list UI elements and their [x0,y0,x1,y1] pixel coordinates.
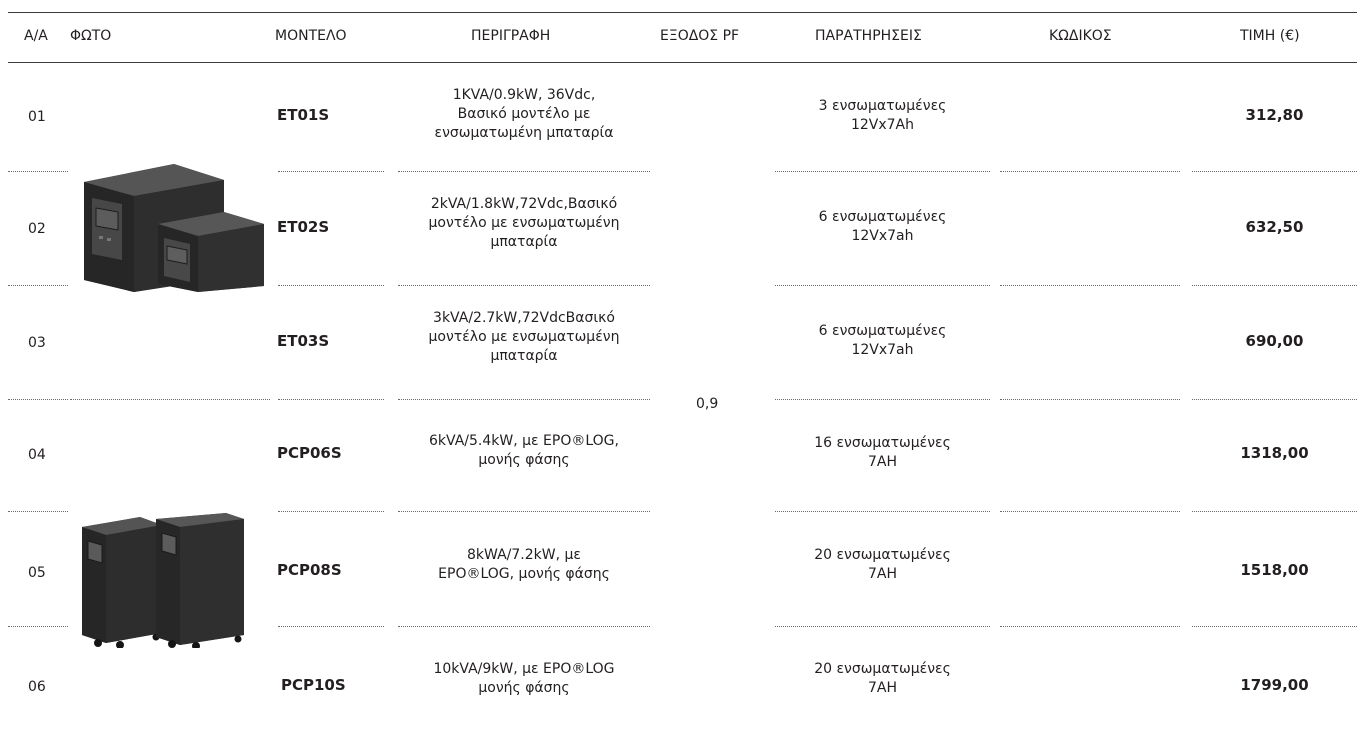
description: 3kVA/2.7kW,72VdcΒασικό μοντέλο με ενσωματωμένη μπαταρία [428,310,620,364]
price: 1518,00 [1240,561,1309,579]
model-code: PCP08S [277,561,342,579]
price: 1318,00 [1240,444,1309,462]
header-top-rule [8,12,1357,13]
row-number: 06 [28,679,46,695]
notes: 20 ενσωματωμένες 7AH [814,547,951,582]
notes: 6 ενσωματωμένες 12Vx7ah [818,209,947,244]
header-price: ΤΙΜΗ (€) [1240,28,1300,44]
header-aa: Α/Α [24,28,48,44]
pf-value: 0,9 [696,396,719,412]
price: 1799,00 [1240,676,1309,694]
ups-tower-pair-photo [74,160,270,292]
row-number: 05 [28,565,46,581]
description: 8kWA/7.2kW, με EPO®LOG, μονής φάσης [438,547,610,582]
notes: 6 ενσωματωμένες 12Vx7ah [818,323,947,358]
price: 690,00 [1245,332,1304,350]
model-code: PCP10S [281,676,346,694]
header-code: ΚΩΔΙΚΟΣ [1049,28,1112,44]
notes: 3 ενσωματωμένες 12Vx7Ah [818,98,947,133]
notes: 20 ενσωματωμένες 7AH [814,661,951,696]
row-number: 03 [28,335,46,351]
header-pf: ΕΞΟΔΟΣ PF [660,28,740,44]
price: 632,50 [1245,218,1304,236]
header-notes: ΠΑΡΑΤΗΡΗΣΕΙΣ [815,28,922,44]
description: 2kVA/1.8kW,72Vdc,Βασικό μοντέλο με ενσωματωμένη μπαταρία [428,196,620,250]
model-code: PCP06S [277,444,342,462]
notes: 16 ενσωματωμένες 7AH [814,435,951,470]
header-description: ΠΕΡΙΓΡΑΦΗ [471,28,551,44]
row-number: 02 [28,221,46,237]
header-photo: ΦΩΤΟ [70,28,112,44]
model-code: ET02S [277,218,330,236]
model-code: ET03S [277,332,330,350]
description: 1KVA/0.9kW, 36Vdc, Βασικό μοντέλο με ενσωματωμένη μπαταρία [434,87,614,141]
ups-tower-pcp-photo [76,513,246,648]
model-code: ET01S [277,106,330,124]
description: 10kVA/9kW, με EPO®LOG μονής φάσης [433,661,615,696]
header-bottom-rule [8,62,1357,63]
row-number: 04 [28,447,46,463]
row-number: 01 [28,109,46,125]
description: 6kVA/5.4kW, με EPO®LOG, μονής φάσης [429,433,619,468]
header-model: ΜΟΝΤΕΛΟ [275,28,347,44]
price: 312,80 [1245,106,1304,124]
